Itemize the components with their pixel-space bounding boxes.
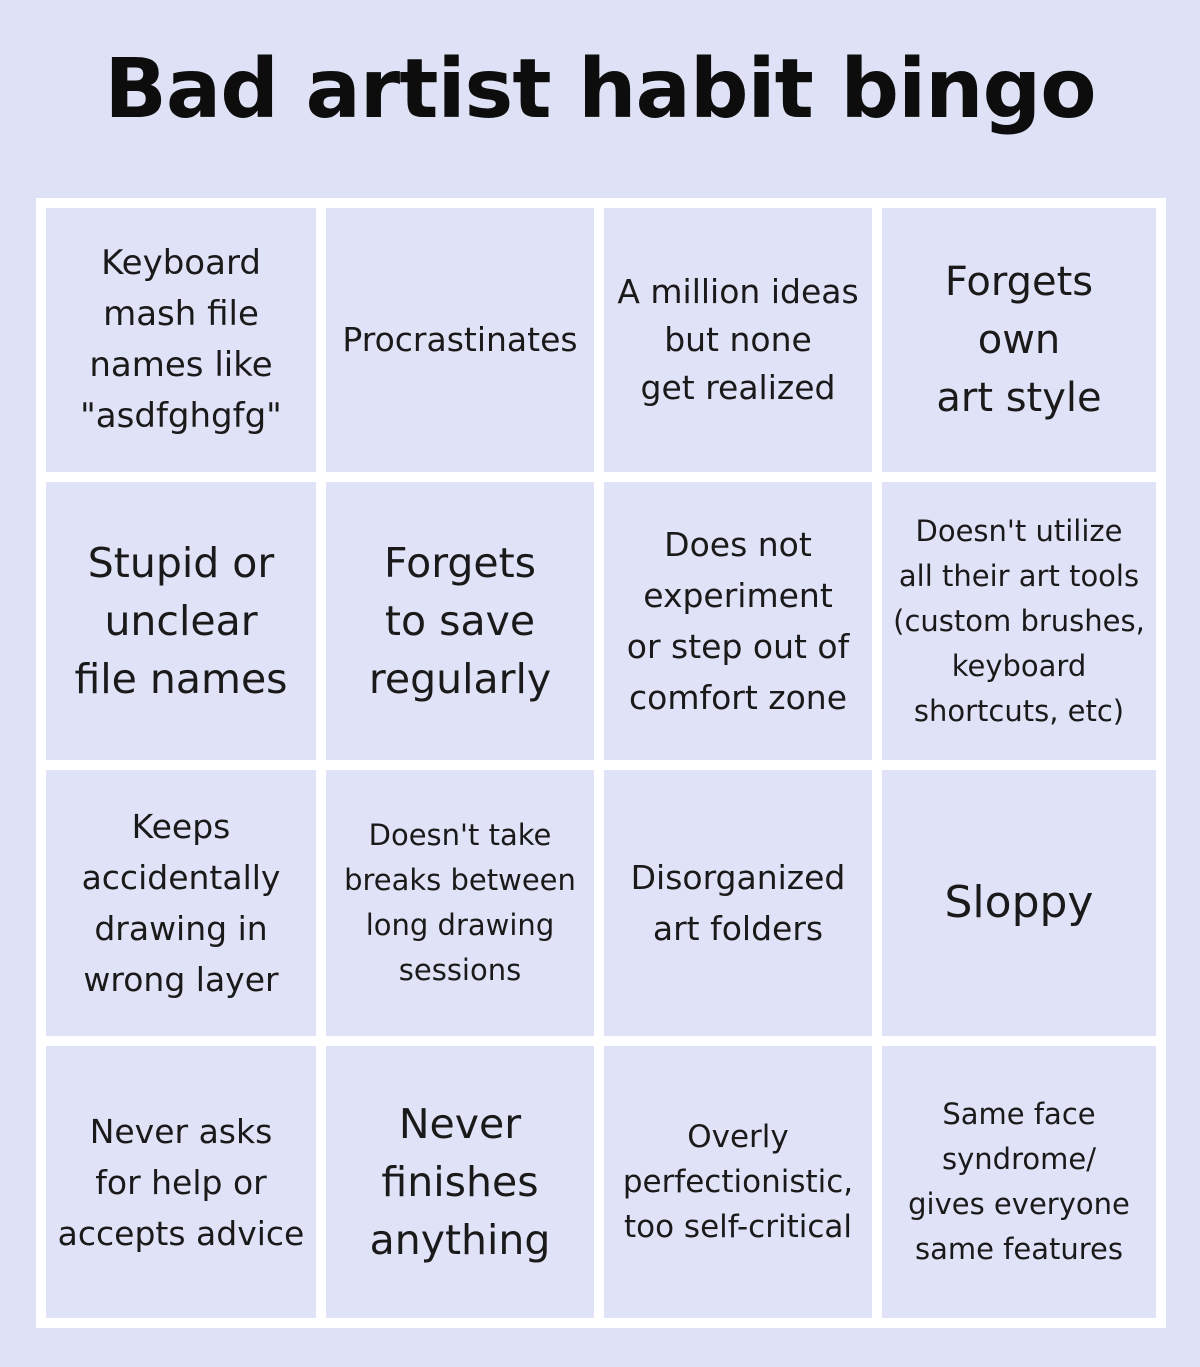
- bingo-cell: [604, 482, 872, 760]
- bingo-cell-text: Never finishes anything: [369, 1100, 551, 1264]
- bingo-cell-text: Does not experiment or step out of comfort zone: [626, 525, 850, 717]
- bingo-cell-text: Doesn't take breaks between long drawing sessions: [344, 818, 576, 987]
- bingo-cell: [604, 770, 872, 1036]
- bingo-cell: [46, 482, 316, 760]
- bingo-cell: [326, 770, 594, 1036]
- bingo-cell-text: A million ideas but none get realized: [617, 272, 859, 407]
- bingo-cell: [604, 208, 872, 472]
- bingo-cell-text: Doesn't utilize all their art tools (custom brushes, keyboard shortcuts, etc): [893, 513, 1145, 728]
- bingo-cell-text: Forgets own art style: [936, 259, 1102, 421]
- bingo-cell: [326, 482, 594, 760]
- bingo-cell-text: Stupid or unclear file names: [74, 539, 288, 703]
- bingo-cell: [46, 1046, 316, 1318]
- bingo-cell-text: Disorganized art folders: [630, 858, 846, 948]
- bingo-cell: [604, 1046, 872, 1318]
- bingo-cell-text: Procrastinates: [342, 320, 578, 359]
- bingo-cell-text: Sloppy: [944, 877, 1094, 928]
- bingo-cell-text: Keyboard mash file names like "asdfghgfg": [80, 243, 282, 436]
- bingo-cell-text: Never asks for help or accepts advice: [57, 1111, 305, 1253]
- bingo-cell-text: Keeps accidentally drawing in wrong layer: [81, 807, 281, 999]
- page-title: Bad artist habit bingo: [104, 42, 1096, 137]
- bingo-cell: [46, 770, 316, 1036]
- bingo-cell: [882, 1046, 1156, 1318]
- bingo-cell-text: Overly perfectionistic, too self-critical: [622, 1118, 854, 1245]
- bingo-cell: [882, 482, 1156, 760]
- bingo-cell: [326, 208, 594, 472]
- bingo-cell-text: Same face syndrome/ gives everyone same features: [908, 1097, 1130, 1266]
- bingo-cell: [882, 770, 1156, 1036]
- bingo-cell-text: Forgets to save regularly: [368, 539, 552, 703]
- bingo-cell: [882, 208, 1156, 472]
- bingo-board: [36, 198, 1166, 1328]
- bingo-cell: [326, 1046, 594, 1318]
- bingo-cell: [46, 208, 316, 472]
